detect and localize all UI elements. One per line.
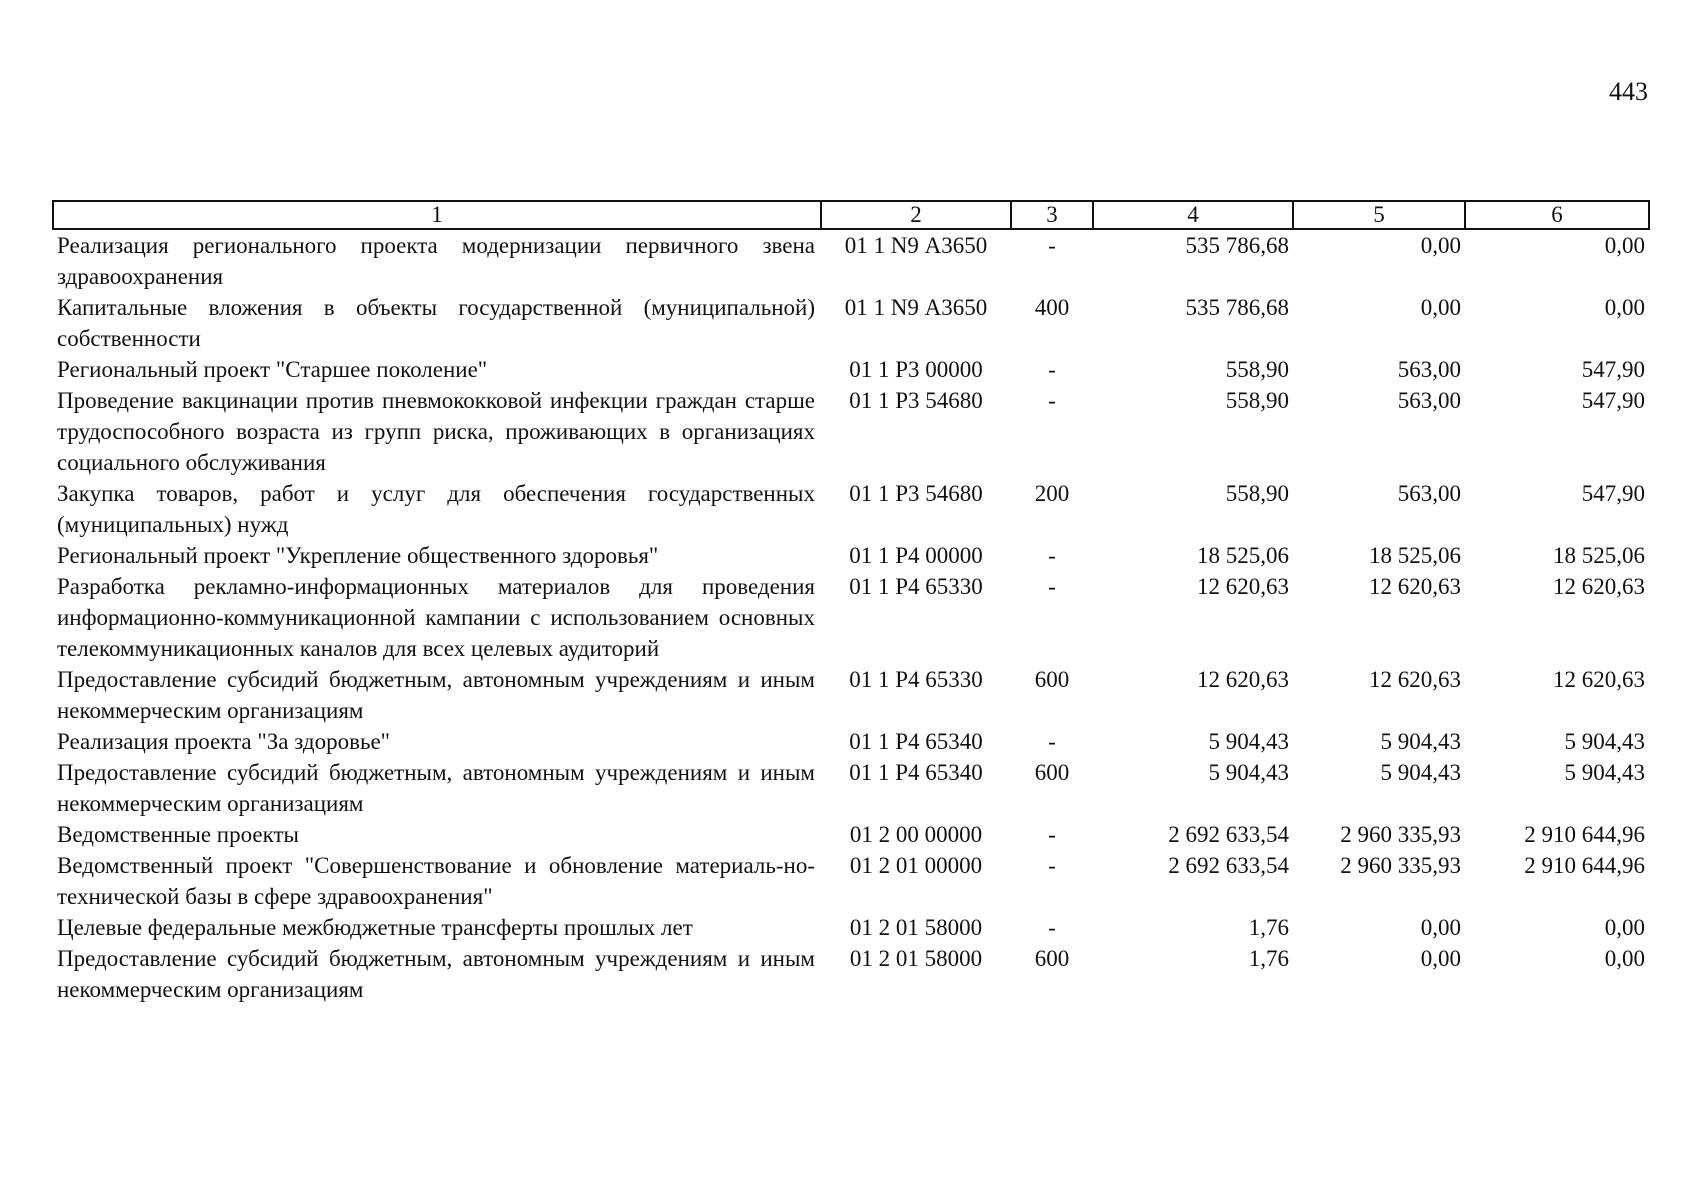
row-value-3: 5 904,43	[1564, 760, 1645, 785]
row-expense-type: -	[1048, 729, 1056, 754]
column-header-4: 4	[1093, 201, 1293, 229]
row-name: Целевые федеральные межбюджетные трансферты прошлых лет	[57, 915, 693, 940]
row-name: Ведомственные проекты	[57, 822, 299, 847]
row-value-3: 2 910 644,96	[1524, 822, 1645, 847]
row-code: 01 2 01 00000	[849, 853, 983, 878]
row-value-2: 2 960 335,93	[1340, 853, 1461, 878]
row-code: 01 1 Р4 65330	[849, 667, 983, 692]
row-name: Предоставление субсидий бюджетным, автономным учреждениям и иным некоммерческим организациям	[57, 667, 815, 723]
row-code: 01 1 Р4 65340	[849, 760, 983, 785]
row-name: Проведение вакцинации против пневмококковой инфекции граждан старше трудоспособного возраста из групп риска, проживающих в организациях социального обслуживания	[57, 388, 815, 475]
row-value-2: 0,00	[1420, 295, 1461, 320]
budget-table	[52, 200, 1650, 1005]
row-name: Реализация регионального проекта модернизации первичного звена здравоохранения	[57, 233, 815, 289]
row-value-2: 2 960 335,93	[1340, 822, 1461, 847]
row-code: 01 2 01 58000	[849, 915, 983, 940]
row-value-1: 2 692 633,54	[1168, 853, 1289, 878]
table-row	[53, 478, 1649, 540]
row-code: 01 1 N9 А3650	[844, 233, 988, 258]
column-header-1: 1	[53, 201, 821, 229]
column-header-3: 3	[1011, 201, 1093, 229]
row-name: Предоставление субсидий бюджетным, автономным учреждениям и иным некоммерческим организациям	[57, 946, 815, 1002]
row-code: 01 1 Р3 00000	[849, 357, 983, 382]
row-value-3: 547,90	[1581, 357, 1645, 382]
row-code: 01 1 Р3 54680	[849, 481, 983, 506]
row-value-1: 558,90	[1225, 388, 1289, 413]
row-expense-type: 400	[1034, 295, 1070, 320]
row-value-3: 0,00	[1604, 233, 1645, 258]
row-name: Реализация проекта "За здоровье"	[57, 729, 391, 754]
row-expense-type: -	[1048, 388, 1056, 413]
row-expense-type: 600	[1034, 667, 1070, 692]
row-value-2: 0,00	[1420, 946, 1461, 971]
table-row	[53, 571, 1649, 664]
row-name: Закупка товаров, работ и услуг для обеспечения государственных (муниципальных) нужд	[57, 481, 815, 537]
table-row	[53, 385, 1649, 478]
row-value-1: 1,76	[1248, 915, 1289, 940]
row-expense-type: -	[1048, 822, 1056, 847]
row-value-1: 1,76	[1248, 946, 1289, 971]
row-value-2: 5 904,43	[1380, 760, 1461, 785]
page-number: 443	[1609, 77, 1648, 106]
row-expense-type: -	[1048, 233, 1056, 258]
table-row	[53, 912, 1649, 943]
table-row	[53, 229, 1649, 292]
row-value-2: 563,00	[1397, 481, 1461, 506]
row-expense-type: -	[1048, 543, 1056, 568]
row-value-3: 12 620,63	[1553, 574, 1645, 599]
row-expense-type: 200	[1034, 481, 1070, 506]
row-name: Капитальные вложения в объекты государственной (муниципальной) собственности	[57, 295, 815, 351]
row-value-1: 535 786,68	[1185, 295, 1289, 320]
row-code: 01 1 N9 А3650	[844, 295, 988, 320]
row-value-1: 558,90	[1225, 481, 1289, 506]
row-value-3: 0,00	[1604, 915, 1645, 940]
row-code: 01 2 00 00000	[849, 822, 983, 847]
row-code: 01 1 Р4 65340	[849, 729, 983, 754]
row-value-1: 2 692 633,54	[1168, 822, 1289, 847]
row-name: Региональный проект "Старшее поколение"	[57, 357, 488, 382]
row-value-2: 12 620,63	[1369, 667, 1461, 692]
table-row	[53, 292, 1649, 354]
row-code: 01 1 Р4 65330	[849, 574, 983, 599]
row-value-3: 547,90	[1581, 481, 1645, 506]
column-header-5: 5	[1293, 201, 1465, 229]
table-row	[53, 819, 1649, 850]
row-name: Региональный проект "Укрепление общественного здоровья"	[57, 543, 659, 568]
row-expense-type: -	[1048, 915, 1056, 940]
row-value-2: 0,00	[1420, 233, 1461, 258]
row-expense-type: -	[1048, 853, 1056, 878]
table-row	[53, 540, 1649, 571]
row-value-3: 0,00	[1604, 295, 1645, 320]
row-value-3: 12 620,63	[1553, 667, 1645, 692]
table-row	[53, 354, 1649, 385]
row-value-2: 5 904,43	[1380, 729, 1461, 754]
table-row	[53, 664, 1649, 726]
table-row	[53, 850, 1649, 912]
row-value-1: 558,90	[1225, 357, 1289, 382]
row-name: Ведомственный проект "Совершенствование и обновление материаль-но-технической базы в сфере здравоохранения"	[57, 853, 815, 909]
table-row	[53, 726, 1649, 757]
row-expense-type: -	[1048, 357, 1056, 382]
row-expense-type: 600	[1034, 946, 1070, 971]
row-value-1: 5 904,43	[1208, 729, 1289, 754]
row-value-2: 563,00	[1397, 388, 1461, 413]
row-name: Предоставление субсидий бюджетным, автономным учреждениям и иным некоммерческим организациям	[57, 760, 815, 816]
row-value-2: 12 620,63	[1369, 574, 1461, 599]
column-header-2: 2	[821, 201, 1011, 229]
row-value-3: 0,00	[1604, 946, 1645, 971]
row-value-1: 5 904,43	[1208, 760, 1289, 785]
row-value-2: 0,00	[1420, 915, 1461, 940]
row-value-2: 563,00	[1397, 357, 1461, 382]
row-value-2: 18 525,06	[1369, 543, 1461, 568]
table-row	[53, 757, 1649, 819]
row-expense-type: 600	[1034, 760, 1070, 785]
row-value-1: 18 525,06	[1197, 543, 1289, 568]
row-name: Разработка рекламно-информационных материалов для проведения информационно-коммуникационной кампании с использованием основных телекоммуникационных каналов для всех целевых аудиторий	[57, 574, 815, 661]
row-value-3: 2 910 644,96	[1524, 853, 1645, 878]
row-code: 01 2 01 58000	[849, 946, 983, 971]
row-value-1: 12 620,63	[1197, 574, 1289, 599]
row-code: 01 1 Р4 00000	[849, 543, 983, 568]
row-expense-type: -	[1048, 574, 1056, 599]
row-value-3: 547,90	[1581, 388, 1645, 413]
table-row	[53, 943, 1649, 1005]
row-value-3: 18 525,06	[1553, 543, 1645, 568]
table-header-row	[53, 201, 1649, 229]
row-value-3: 5 904,43	[1564, 729, 1645, 754]
row-value-1: 12 620,63	[1197, 667, 1289, 692]
column-header-6: 6	[1465, 201, 1649, 229]
row-code: 01 1 Р3 54680	[849, 388, 983, 413]
row-value-1: 535 786,68	[1185, 233, 1289, 258]
